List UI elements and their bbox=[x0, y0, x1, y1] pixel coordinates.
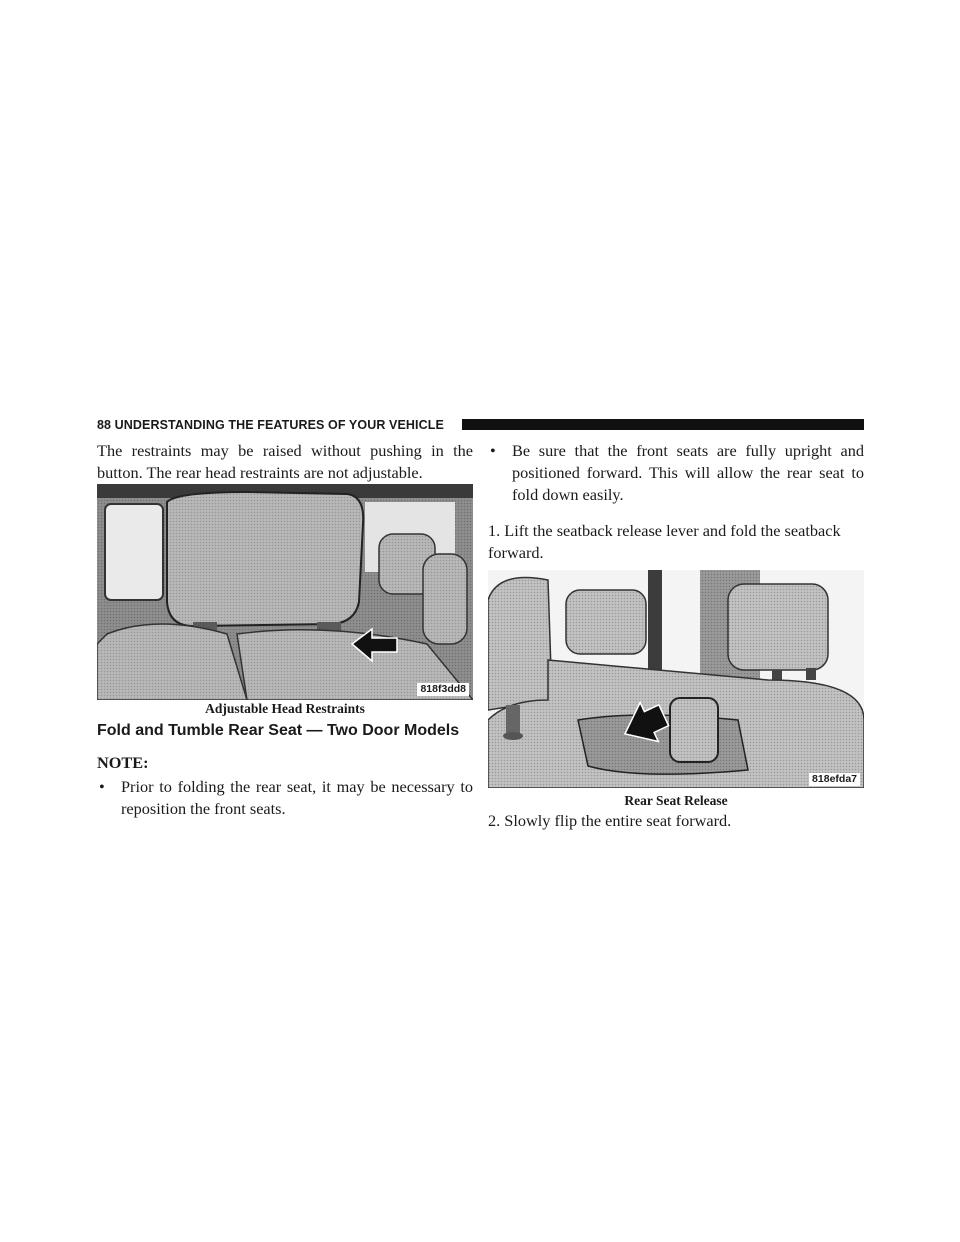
step-1: 1. Lift the seatback release lever and fold the seatback forward. bbox=[488, 521, 841, 562]
page-number-and-chapter: 88 UNDERSTANDING THE FEATURES OF YOUR VEHICLE bbox=[97, 415, 452, 435]
figure-caption: Adjustable Head Restraints bbox=[205, 701, 365, 716]
section-heading: Fold and Tumble Rear Seat — Two Door Models bbox=[97, 722, 460, 739]
bullet-glyph: • bbox=[490, 441, 496, 460]
figure-caption: Rear Seat Release bbox=[624, 793, 728, 808]
right-column bbox=[488, 440, 864, 832]
bullet-item bbox=[488, 440, 864, 506]
head-restraint-photo bbox=[97, 484, 473, 700]
note-label: NOTE: bbox=[97, 753, 149, 772]
bullet-text: Be sure that the front seats are fully upright and positioned forward. This will allow the rear seat to fold down easily. bbox=[512, 441, 864, 504]
left-column bbox=[97, 440, 473, 820]
figure-code-label: 818f3dd8 bbox=[417, 683, 469, 696]
figure-rear-seat-release bbox=[488, 570, 864, 810]
step-2: 2. Slowly flip the entire seat forward. bbox=[488, 811, 732, 830]
page-header bbox=[97, 415, 864, 435]
bullet-text: Prior to folding the rear seat, it may be necessary to reposition the front seats. bbox=[121, 777, 473, 818]
figure-head-restraints bbox=[97, 484, 473, 718]
rear-seat-release-photo bbox=[488, 570, 864, 788]
intro-paragraph: The restraints may be raised without pushing in the button. The rear head restraints are not adjustable. bbox=[97, 441, 473, 482]
bullet-glyph: • bbox=[99, 777, 105, 796]
bullet-item bbox=[97, 776, 473, 820]
figure-code-label: 818efda7 bbox=[809, 773, 860, 786]
header-rule bbox=[462, 419, 864, 430]
